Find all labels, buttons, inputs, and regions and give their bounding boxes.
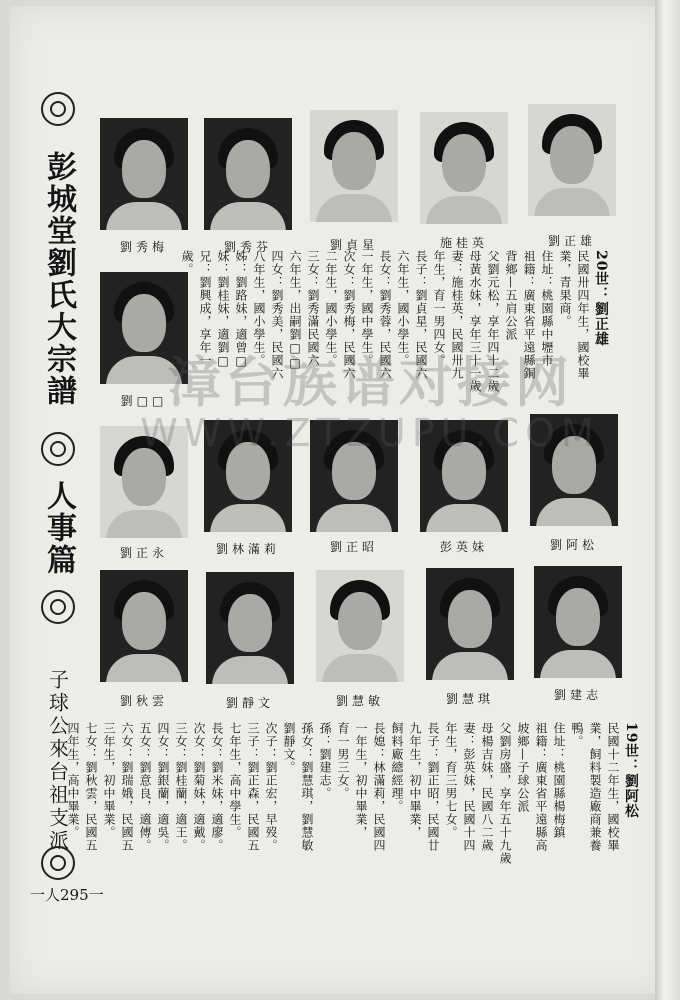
entry-line: 七年生，高中學生。	[228, 722, 242, 839]
photo-caption: 劉□□	[120, 394, 168, 408]
photo-caption: 彭英妹	[439, 540, 488, 554]
entry-line: 一年生，國中學生。	[360, 250, 374, 367]
portrait-photo	[100, 426, 188, 538]
entry-line: 三子：劉正森，民國五	[246, 722, 260, 852]
entry-line: 兄：劉興成，享年一	[198, 250, 212, 367]
portrait-photo	[426, 568, 514, 680]
entry-line: 育一男三女。	[336, 722, 350, 800]
portrait-photo	[100, 272, 188, 384]
section-title: 人事篇	[41, 480, 76, 576]
entry-line: 歲。	[180, 250, 194, 276]
entry-line: 次女：劉秀梅，民國六	[342, 250, 356, 380]
entry-line: 年生，育一男四女。	[432, 250, 446, 367]
portrait-photo	[528, 104, 616, 216]
entry-line: 二年生，國小學生。	[324, 250, 338, 367]
entry-line: 五女：劉意良，適傅。	[138, 722, 152, 852]
portrait-photo	[316, 570, 404, 682]
photo-caption: 劉秋雲	[119, 694, 168, 708]
photo-caption: 劉貞星	[329, 238, 378, 252]
entry-line: 長子：劉貞星，民國六	[414, 250, 428, 380]
rosette-ornament-icon	[41, 590, 75, 624]
photo-caption: 施桂英	[439, 236, 488, 250]
portrait-photo	[206, 572, 294, 684]
entry-line: 民國十二年生，國校畢	[606, 722, 620, 852]
photo-caption: 劉正昭	[329, 540, 378, 554]
entry-line: 四年生，高中畢業。	[66, 722, 80, 839]
entry-line: 長女：劉秀蓉，民國六	[378, 250, 392, 380]
book-spine	[655, 0, 680, 1000]
entry-line: 鴨。	[570, 722, 584, 748]
entry-line: 住址：桃園縣楊梅鎮	[552, 722, 566, 839]
portrait-photo	[420, 112, 508, 224]
entry-line: 一年生，初中畢業，	[354, 722, 368, 839]
entry-line: 六年生，國小學生。	[396, 250, 410, 367]
rosette-ornament-icon	[41, 432, 75, 466]
entry-line: 妻：彭英妹，民國十四	[462, 722, 476, 852]
portrait-photo	[204, 420, 292, 532]
entry-line: 祖籍：廣東省平遠縣銅	[522, 250, 536, 380]
entry-line: 姊：劉路妹，適曾□	[234, 250, 248, 369]
entry-line: 坡鄉—子球公派	[516, 722, 530, 813]
entry-line: 六年生，出嗣劉□□	[288, 250, 302, 371]
entry-line: 年生，育三男七女。	[444, 722, 458, 839]
branch-title: 子球公來台祖支派	[45, 669, 70, 853]
portrait-photo	[310, 110, 398, 222]
photo-caption: 劉靜文	[225, 696, 274, 710]
entry-line: 長媳：林滿莉，民國四	[372, 722, 386, 852]
entry-line: 民國卅四年生，國校畢	[576, 250, 590, 380]
portrait-photo	[534, 566, 622, 678]
entry-line: 四女：劉秀美，民國六	[270, 250, 284, 380]
watermark-url: WWW.ZTZUPU.COM	[140, 411, 600, 455]
entry-line: 次子：劉正宏，早歿。	[264, 722, 278, 852]
photo-caption: 劉林滿莉	[215, 542, 280, 556]
portrait-photo	[310, 420, 398, 532]
entry-line: 父劉房盛，享年五十九歲	[498, 722, 512, 865]
entry-line: 母黃水妹，享年三十一歲	[468, 250, 482, 393]
photo-caption: 劉秀芬	[223, 240, 272, 254]
photo-caption: 劉正雄	[547, 234, 596, 248]
portrait-photo	[420, 420, 508, 532]
rosette-ornament-icon	[41, 92, 75, 126]
entry-line: 業，青果商。	[558, 250, 572, 328]
portrait-photo	[204, 118, 292, 230]
portrait-photo	[100, 118, 188, 230]
entry-line: 長子：劉正昭，民國廿	[426, 722, 440, 852]
entry-line: 孫女：劉慧琪，劉慧敏	[300, 722, 314, 852]
entry-heading: 19世：劉阿松	[623, 722, 639, 819]
photo-caption: 劉慧敏	[335, 694, 384, 708]
entry-line: 九年生，初中畢業，	[408, 722, 422, 839]
portrait-photo	[530, 414, 618, 526]
entry-line: 四女：劉銀蘭，適吳。	[156, 722, 170, 852]
entry-line: 業，飼料製造廠商兼養	[588, 722, 602, 852]
entry-heading: 20世：劉正雄	[593, 250, 609, 347]
entry-line: 妻：施桂英，民國卅九	[450, 250, 464, 380]
photo-caption: 劉阿松	[549, 538, 598, 552]
entry-line: 八年生，國小學生。	[252, 250, 266, 367]
photo-caption: 劉正永	[119, 546, 168, 560]
book-title: 彭城堂劉氏大宗譜	[41, 151, 76, 407]
entry-line: 長女：劉米妹，適廖。	[210, 722, 224, 852]
entry-line: 三女：劉桂蘭，適王。	[174, 722, 188, 852]
entry-line: 背鄉—五肩公派	[504, 250, 518, 341]
entry-line: 六女：劉瑞娥，民國五	[120, 722, 134, 852]
entry-line: 飼料廠總經理。	[390, 722, 404, 813]
entry-line: 三年生，初中畢業。	[102, 722, 116, 839]
photo-caption: 劉秀梅	[119, 240, 168, 254]
entry-line: 七女：劉秋雲，民國五	[84, 722, 98, 852]
photo-caption: 劉建志	[553, 688, 602, 702]
entry-line: 劉靜文。	[282, 722, 296, 774]
entry-line: 孫：劉建志。	[318, 722, 332, 800]
entry-line: 妹：劉桂妹，適劉□	[216, 250, 230, 369]
genealogy-entry-20	[180, 250, 610, 410]
watermark-chinese: 漳台族谱对接网	[167, 351, 573, 414]
entry-line: 住址：桃園縣中壢市	[540, 250, 554, 367]
entry-line: 祖籍：廣東省平遠縣高	[534, 722, 548, 852]
entry-line: 三女：劉秀滿民國六	[306, 250, 320, 367]
genealogy-entry-19	[66, 722, 640, 890]
page-number: 一人295一	[30, 886, 104, 904]
entry-line: 次女：劉菊妹，適戴。	[192, 722, 206, 852]
entry-line: 父劉元松，享年四十二歲	[486, 250, 500, 393]
entry-line: 母楊吉妹，民國八二歲	[480, 722, 494, 852]
portrait-photo	[100, 570, 188, 682]
photo-caption: 劉慧琪	[445, 692, 494, 706]
